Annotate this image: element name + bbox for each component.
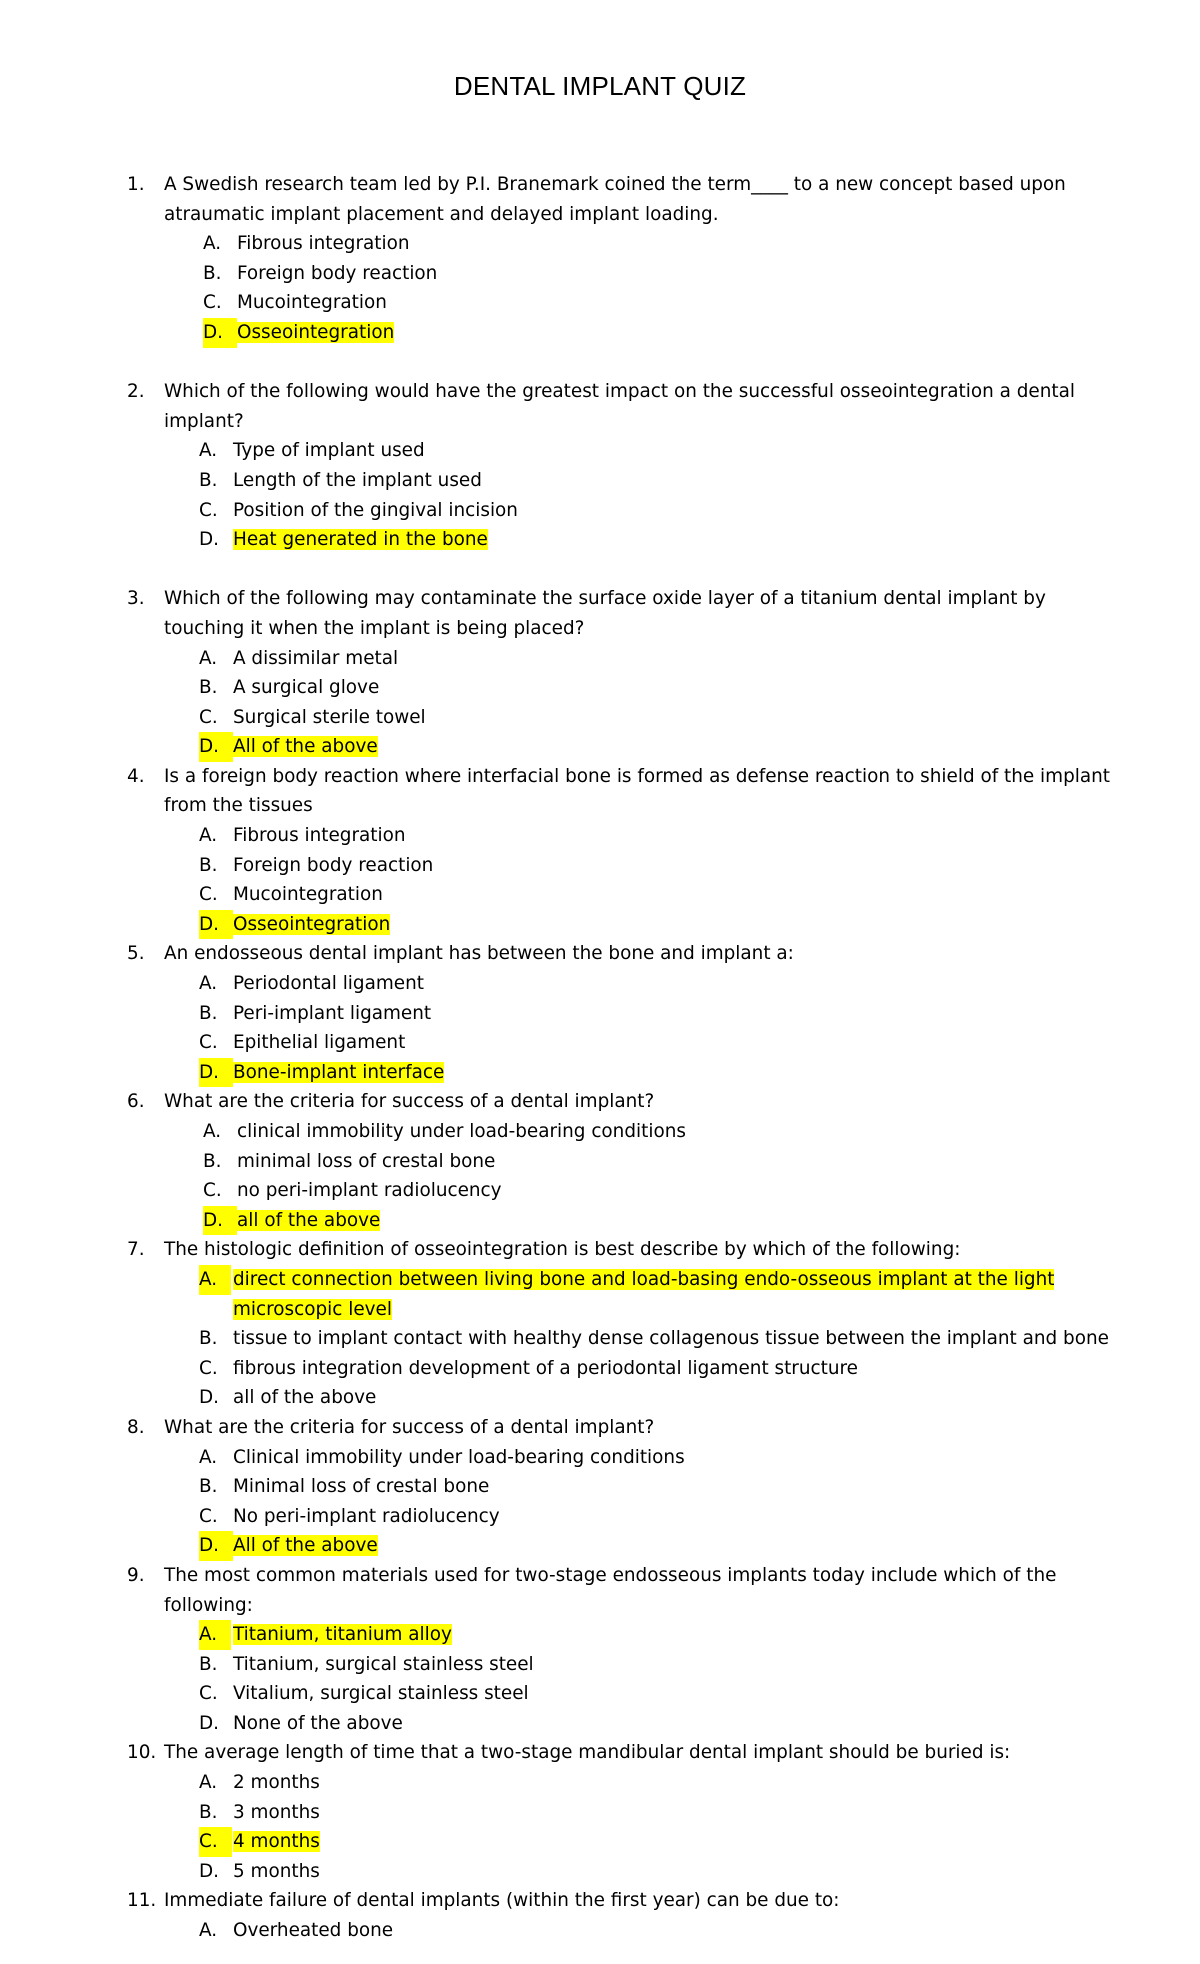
option-c [0, 1028, 1200, 1058]
option-b [0, 673, 1200, 703]
question-10 [0, 1738, 1200, 1886]
option-text: minimal loss of crestal bone [237, 1150, 496, 1172]
option-letter: C. [203, 1180, 222, 1202]
option-text: fibrous integration development of a periodontal ligament structure [233, 1357, 858, 1379]
option-letter: A. [199, 1772, 218, 1794]
option-text: All of the above [233, 736, 378, 758]
spacer [0, 555, 1200, 585]
option-text: Titanium, titanium alloy [233, 1624, 452, 1646]
option-b [0, 851, 1200, 881]
option-text: Periodontal ligament [233, 973, 424, 995]
option-letter: B. [203, 1150, 222, 1172]
option-c [0, 496, 1200, 526]
question-text: 9. The most common materials used for two-stage endosseous implants today include which of the following: [127, 1564, 1057, 1616]
question-text: 7. The histologic definition of osseointegration is best describe by which of the following: [127, 1239, 961, 1261]
option-letter: A. [199, 973, 218, 995]
option-text: tissue to implant contact with healthy dense collagenous tissue between the implant and bone [233, 1328, 1109, 1350]
option-letter: D. [199, 529, 220, 551]
option-text: Peri-implant ligament [233, 1002, 432, 1024]
question-prompt: The histologic definition of osseointegration is best describe by which of the following: [164, 1239, 961, 1261]
option-letter: C. [199, 706, 218, 728]
option-letter: D. [199, 732, 233, 762]
option-c [0, 1354, 1200, 1384]
option-letter: A. [199, 440, 218, 462]
question-prompt: Which of the following would have the greatest impact on the successful osseointegration a dental implant? [164, 381, 1075, 432]
option-b [0, 466, 1200, 496]
question-text: 8. What are the criteria for success of a dental implant? [127, 1416, 655, 1438]
question-4 [0, 762, 1200, 940]
option-text: all of the above [237, 1209, 381, 1231]
option-text: Osseointegration [233, 913, 391, 935]
option-letter: B. [199, 1653, 218, 1675]
option-b [0, 1472, 1200, 1502]
option-text: 4 months [233, 1831, 320, 1853]
option-text: all of the above [233, 1387, 377, 1409]
question-prompt: Immediate failure of dental implants (within the first year) can be due to: [164, 1890, 840, 1912]
option-text: Surgical sterile towel [233, 706, 426, 728]
option-d-answer [0, 318, 1200, 348]
option-d [0, 1383, 1200, 1413]
option-d [0, 1857, 1200, 1887]
option-a [0, 1768, 1200, 1798]
option-text: Fibrous integration [237, 233, 410, 255]
option-letter: D. [199, 1712, 220, 1734]
question-text: 5. An endosseous dental implant has between the bone and implant a: [127, 943, 794, 965]
option-c [0, 1502, 1200, 1532]
option-letter: B. [199, 1002, 218, 1024]
option-text: Titanium, surgical stainless steel [233, 1653, 534, 1675]
option-a-answer [0, 1620, 1200, 1650]
option-a [0, 229, 1200, 259]
question-prompt: What are the criteria for success of a dental implant? [164, 1091, 655, 1113]
question-6 [0, 1087, 1200, 1235]
option-d-answer [0, 732, 1200, 762]
option-d-answer [0, 910, 1200, 940]
option-letter: D. [203, 318, 237, 348]
option-text: Length of the implant used [233, 469, 482, 491]
option-a-answer [0, 1265, 1200, 1324]
option-d-answer [0, 1531, 1200, 1561]
option-a [0, 821, 1200, 851]
option-letter: A. [199, 1446, 218, 1468]
option-text: A dissimilar metal [233, 647, 399, 669]
option-d-answer [0, 525, 1200, 555]
option-text: Fibrous integration [233, 825, 406, 847]
option-text: Clinical immobility under load-bearing conditions [233, 1446, 685, 1468]
question-5 [0, 939, 1200, 1087]
option-letter: C. [199, 1827, 232, 1857]
option-letter: C. [203, 292, 222, 314]
option-text: Osseointegration [237, 321, 395, 343]
option-a [0, 969, 1200, 999]
option-c [0, 880, 1200, 910]
option-letter: A. [199, 1620, 231, 1650]
question-prompt: Which of the following may contaminate the surface oxide layer of a titanium dental implant by touching it when the implant is being placed? [164, 588, 1046, 639]
option-letter: C. [199, 1357, 218, 1379]
option-letter: B. [199, 1801, 218, 1823]
question-text: 4. Is a foreign body reaction where interfacial bone is formed as defense reaction to shield of the implant from the tissues [127, 765, 1111, 817]
option-text: Bone-implant interface [233, 1061, 445, 1083]
question-text: 2. Which of the following would have the greatest impact on the successful osseointegration a dental implant? [127, 381, 1075, 432]
option-letter: A. [199, 647, 218, 669]
option-c [0, 703, 1200, 733]
option-text: A surgical glove [233, 677, 380, 699]
option-text: 3 months [233, 1801, 320, 1823]
option-letter: A. [199, 1265, 231, 1295]
option-b [0, 999, 1200, 1029]
option-letter: D. [199, 1058, 233, 1088]
question-11 [0, 1886, 1200, 1945]
option-c [0, 288, 1200, 318]
question-text: 6. What are the criteria for success of a dental implant? [127, 1091, 655, 1113]
question-prompt: The average length of time that a two-stage mandibular dental implant should be buried is: [164, 1742, 1011, 1764]
question-text: 11. Immediate failure of dental implants (within the first year) can be due to: [127, 1890, 840, 1912]
question-text: 3. Which of the following may contaminate the surface oxide layer of a titanium dental implant by touching it when the implant is being placed? [127, 588, 1046, 639]
option-text: direct connection between living bone and load-basing endo-osseous implant at the light microscopic level [233, 1268, 1055, 1320]
option-letter: C. [199, 1032, 218, 1054]
option-letter: D. [203, 1206, 237, 1236]
question-9 [0, 1561, 1200, 1739]
option-a [0, 1443, 1200, 1473]
question-prompt: What are the criteria for success of a dental implant? [164, 1416, 655, 1438]
option-letter: C. [199, 1683, 218, 1705]
quiz-list [0, 170, 1200, 1946]
question-prompt: Is a foreign body reaction where interfacial bone is formed as defense reaction to shield of the implant from the tissues [164, 765, 1111, 817]
option-b [0, 1324, 1200, 1354]
option-text: Position of the gingival incision [233, 499, 518, 521]
option-text: Epithelial ligament [233, 1032, 406, 1054]
option-letter: B. [199, 469, 218, 491]
option-letter: A. [199, 825, 218, 847]
option-text: Foreign body reaction [237, 262, 438, 284]
option-letter: B. [199, 1476, 218, 1498]
option-d [0, 1709, 1200, 1739]
option-letter: D. [199, 1860, 220, 1882]
option-a [0, 436, 1200, 466]
question-text: 10. The average length of time that a two-stage mandibular dental implant should be buried is: [127, 1742, 1011, 1764]
option-letter: A. [203, 233, 222, 255]
question-8 [0, 1413, 1200, 1561]
option-text: None of the above [233, 1712, 403, 1734]
question-prompt: An endosseous dental implant has between the bone and implant a: [164, 943, 794, 965]
option-b [0, 259, 1200, 289]
option-text: Heat generated in the bone [233, 529, 488, 551]
option-a [0, 1916, 1200, 1946]
option-text: No peri-implant radiolucency [233, 1505, 500, 1527]
option-text: 5 months [233, 1860, 320, 1882]
option-d-answer [0, 1058, 1200, 1088]
question-3 [0, 584, 1200, 762]
option-c [0, 1176, 1200, 1206]
option-text: Overheated bone [233, 1920, 394, 1942]
option-letter: D. [199, 1387, 220, 1409]
option-letter: C. [199, 499, 218, 521]
option-a [0, 1117, 1200, 1147]
option-text: Vitalium, surgical stainless steel [233, 1683, 529, 1705]
option-text: Mucointegration [237, 292, 387, 314]
question-prompt: A Swedish research team led by P.I. Branemark coined the term____ to a new concept based upon atraumatic implant placement and delayed implant loading. [164, 174, 1066, 225]
option-text: Mucointegration [233, 884, 383, 906]
option-a [0, 644, 1200, 674]
question-1 [0, 170, 1200, 348]
question-2 [0, 377, 1200, 555]
option-b [0, 1798, 1200, 1828]
question-text: 1. A Swedish research team led by P.I. Branemark coined the term____ to a new concept based upon atraumatic implant placement and delayed implant loading. [127, 174, 1066, 225]
option-text: All of the above [233, 1535, 378, 1557]
option-letter: B. [203, 262, 222, 284]
option-text: 2 months [233, 1772, 320, 1794]
option-text: Foreign body reaction [233, 854, 434, 876]
option-text: clinical immobility under load-bearing conditions [237, 1121, 686, 1142]
spacer [0, 348, 1200, 378]
question-7 [0, 1235, 1200, 1413]
option-b [0, 1650, 1200, 1680]
option-letter: C. [199, 884, 218, 906]
option-letter: D. [199, 1531, 233, 1561]
option-letter: C. [199, 1505, 218, 1527]
option-text: no peri-implant radiolucency [237, 1180, 502, 1202]
option-letter: A. [203, 1121, 222, 1142]
option-text: Type of implant used [233, 440, 425, 462]
question-prompt: The most common materials used for two-stage endosseous implants today include which of the following: [164, 1564, 1057, 1616]
option-text: Minimal loss of crestal bone [233, 1476, 490, 1498]
option-d-answer [0, 1206, 1200, 1236]
option-letter: D. [199, 910, 233, 940]
option-c-answer [0, 1827, 1200, 1857]
option-b [0, 1147, 1200, 1177]
option-letter: B. [199, 1328, 218, 1350]
page-title: DENTAL IMPLANT QUIZ [453, 71, 747, 101]
option-letter: B. [199, 677, 218, 699]
option-c [0, 1679, 1200, 1709]
option-letter: A. [199, 1920, 218, 1942]
option-letter: B. [199, 854, 218, 876]
